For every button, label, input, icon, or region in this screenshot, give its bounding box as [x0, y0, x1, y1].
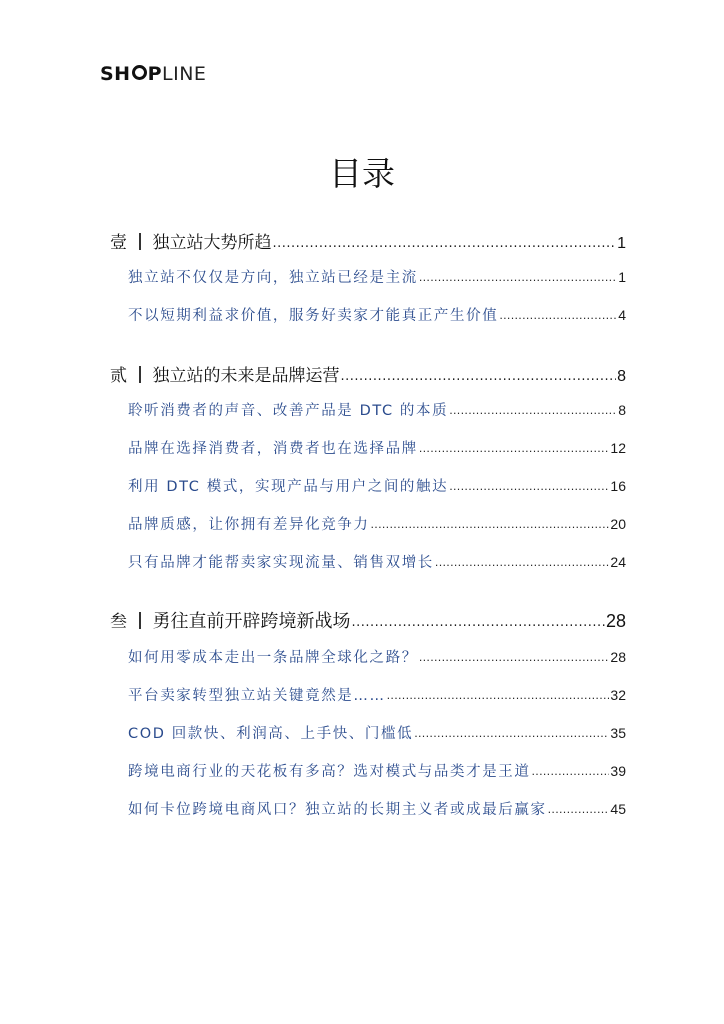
- page-number: 45: [610, 801, 626, 817]
- toc-item[interactable]: [128, 304, 626, 325]
- leader-dots: [548, 803, 610, 816]
- toc-section-1[interactable]: [110, 228, 626, 253]
- toc-section-3[interactable]: [110, 607, 626, 633]
- page-number: 1: [618, 269, 626, 285]
- page-number: 8: [617, 368, 626, 385]
- item-title: 聆听消费者的声音、改善产品是 DTC 的本质: [128, 403, 449, 419]
- leader-dots: [419, 442, 610, 455]
- leader-dots: [387, 689, 610, 702]
- section-label: [110, 607, 351, 633]
- item-title: 品牌在选择消费者，消费者也在选择品牌: [128, 441, 418, 457]
- toc-item[interactable]: [128, 266, 626, 287]
- toc-section-2[interactable]: [110, 361, 626, 386]
- toc-item[interactable]: [128, 798, 626, 819]
- leader-dots: [273, 236, 617, 251]
- leader-dots: [419, 271, 617, 284]
- leader-dots: [532, 765, 610, 778]
- toc-item[interactable]: [128, 722, 626, 743]
- section-divider: [139, 233, 141, 250]
- page-number: 39: [610, 763, 626, 779]
- page-number: 28: [605, 611, 626, 631]
- page-number: 4: [618, 307, 626, 323]
- page-title: 目录: [329, 154, 395, 193]
- page-number: 1: [617, 235, 626, 252]
- item-title: 品牌质感，让你拥有差异化竞争力: [128, 517, 370, 533]
- leader-dots: [352, 615, 605, 630]
- item-title: 如何用零成本走出一条品牌全球化之路？: [128, 650, 418, 666]
- leader-dots: [435, 556, 610, 569]
- page-number: 16: [610, 478, 626, 494]
- toc-item[interactable]: [128, 437, 626, 458]
- leader-dots: [414, 727, 609, 740]
- page-number: 8: [618, 402, 626, 418]
- section-label: [110, 361, 340, 386]
- page-number: 32: [610, 687, 626, 703]
- leader-dots: [371, 518, 610, 531]
- section-number: 贰: [110, 366, 127, 386]
- toc-item[interactable]: [128, 475, 626, 496]
- page-number: 20: [610, 516, 626, 532]
- page-number: 28: [610, 649, 626, 665]
- page-number: 12: [610, 440, 626, 456]
- logo-text-line: LINE: [162, 63, 207, 85]
- item-title: 平台卖家转型独立站关键竟然是……: [128, 688, 386, 704]
- leader-dots: [341, 369, 617, 384]
- item-title: 只有品牌才能帮卖家实现流量、销售双增长: [128, 555, 434, 571]
- section-title: 勇往直前开辟跨境新战场: [152, 611, 351, 632]
- section-number: 壹: [110, 233, 127, 253]
- toc-item[interactable]: [128, 399, 626, 420]
- toc-item[interactable]: [128, 646, 626, 667]
- item-title: 如何卡位跨境电商风口？独立站的长期主义者或成最后赢家: [128, 802, 547, 818]
- item-title: 独立站不仅仅是方向，独立站已经是主流: [128, 270, 418, 286]
- section-divider: [139, 612, 141, 629]
- item-title: 不以短期利益求价值，服务好卖家才能真正产生价值: [128, 308, 499, 324]
- section-divider: [139, 366, 141, 383]
- toc-item[interactable]: [128, 513, 626, 534]
- section-label: [110, 228, 272, 253]
- section-title: 独立站的未来是品牌运营: [152, 366, 340, 386]
- toc-item[interactable]: [128, 760, 626, 781]
- leader-dots: [499, 309, 617, 322]
- item-title: 跨境电商行业的天花板有多高？选对模式与品类才是王道: [128, 764, 531, 780]
- toc-item[interactable]: [128, 551, 626, 572]
- page-number: 24: [610, 554, 626, 570]
- page-number: 35: [610, 725, 626, 741]
- section-number: 叁: [110, 612, 127, 632]
- section-title: 独立站大势所趋: [152, 233, 272, 253]
- logo-text-shop: SH P: [100, 63, 163, 85]
- item-title: COD 回款快、利润高、上手快、门槛低: [128, 726, 414, 742]
- leader-dots: [449, 480, 609, 493]
- toc-item[interactable]: [128, 684, 626, 705]
- leader-dots: [449, 404, 617, 417]
- leader-dots: [419, 651, 610, 664]
- item-title: 利用 DTC 模式，实现产品与用户之间的触达: [128, 479, 449, 495]
